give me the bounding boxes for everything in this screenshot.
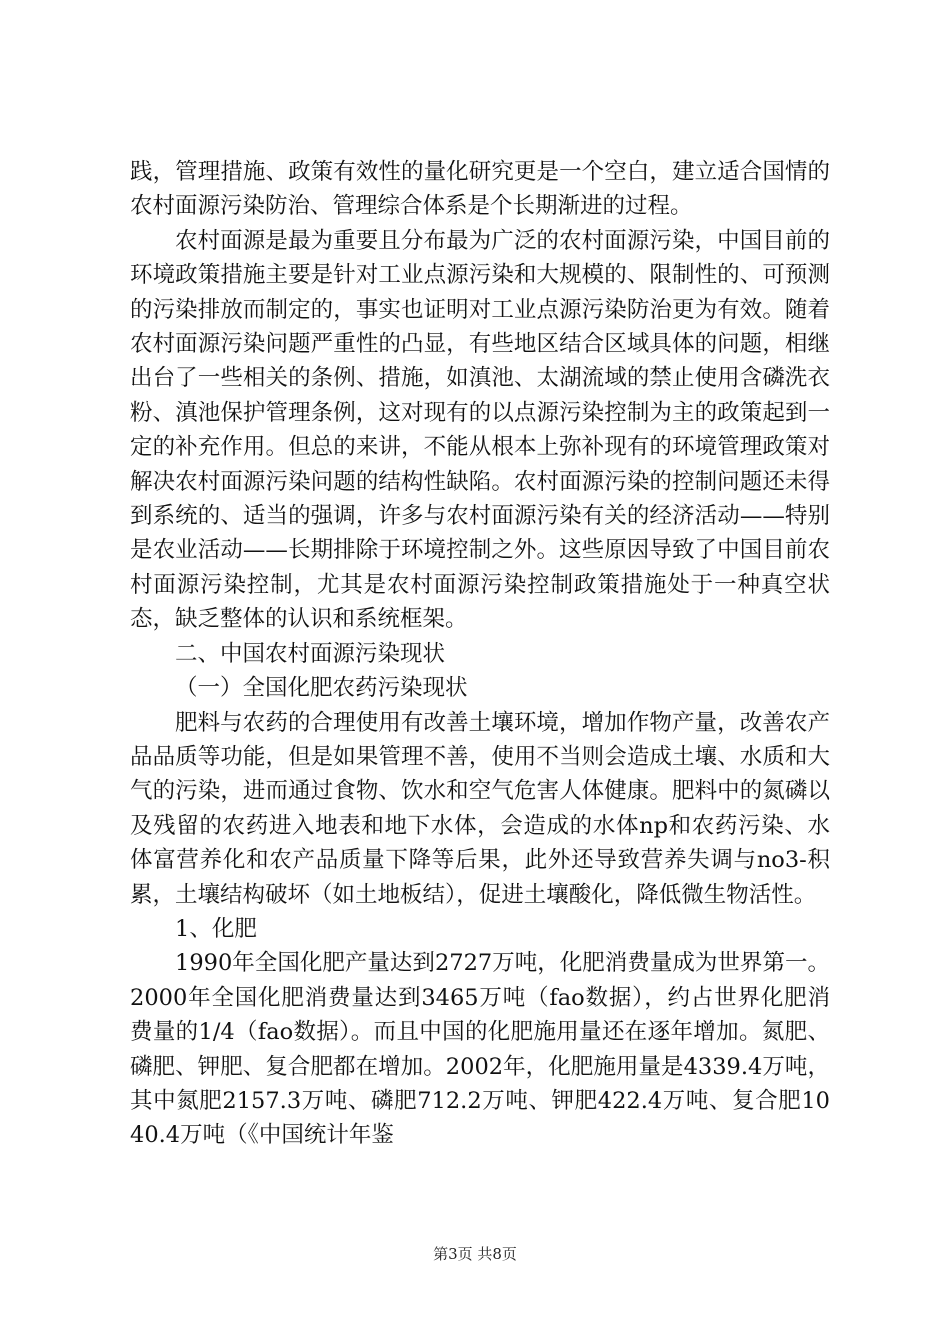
paragraph-continuation: 践，管理措施、政策有效性的量化研究更是一个空白，建立适合国情的农村面源污染防治、管理综合体系是个长期渐进的过程。 (130, 159, 830, 220)
paragraph-fertilizer-pesticide: 肥料与农药的合理使用有改善土壤环境，增加作物产量，改善农产品品质等功能，但是如果管理不善，使用不当则会造成土壤、水质和大气的污染，进而通过食物、饮水和空气危害人体健康。肥料中的氮磷以及残留的农药进入地表和地下水体，会造成的水体np和农药污染、水体富营养化和农产品质量下降等后果，此外还导致营养失调与no3-积累，土壤结构破坏（如土地板结），促进土壤酸化，降低微生物活性。 (130, 709, 830, 908)
subsection-heading: （一）全国化肥农药污染现状 (175, 675, 468, 702)
page-footer: 第3页 共8页 (433, 1245, 517, 1263)
paragraph-fertilizer-statistics: 1990年全国化肥产量达到2727万吨，化肥消费量成为世界第一。2000年全国化肥消费量达到3465万吨（fao数据），约占世界化肥消费量的1/4（fao数据）。而且中国的化肥施用量还在逐年增加。氮肥、磷肥、钾肥、复合肥都在增加。2002年，化肥施用量是4339.4万吨，其中氮肥2157.3万吨、磷肥712.2万吨、钾肥422.4万吨、复合肥1040.4万吨（《中国统计年鉴 (130, 950, 830, 1149)
body-text (130, 155, 830, 1153)
section-heading: 二、中国农村面源污染现状 (175, 640, 446, 667)
item-heading-fertilizer: 1、化肥 (175, 915, 257, 942)
paragraph-policy-overview: 农村面源是最为重要且分布最为广泛的农村面源污染，中国目前的环境政策措施主要是针对工业点源污染和大规模的、限制性的、可预测的污染排放而制定的，事实也证明对工业点源污染防治更为有效。随着农村面源污染问题严重性的凸显，有些地区结合区域具体的问题，相继出台了一些相关的条例、措施，如滇池、太湖流域的禁止使用含磷洗衣粉、滇池保护管理条例，这对现有的以点源污染控制为主的政策起到一定的补充作用。但总的来讲，不能从根本上弥补现有的环境管理政策对解决农村面源污染问题的结构性缺陷。农村面源污染的控制问题还未得到系统的、适当的强调，许多与农村面源污染有关的经济活动——特别是农业活动——长期排除于环境控制之外。这些原因导致了中国目前农村面源污染控制，尤其是农村面源污染控制政策措施处于一种真空状态，缺乏整体的认识和系统框架。 (130, 227, 830, 633)
